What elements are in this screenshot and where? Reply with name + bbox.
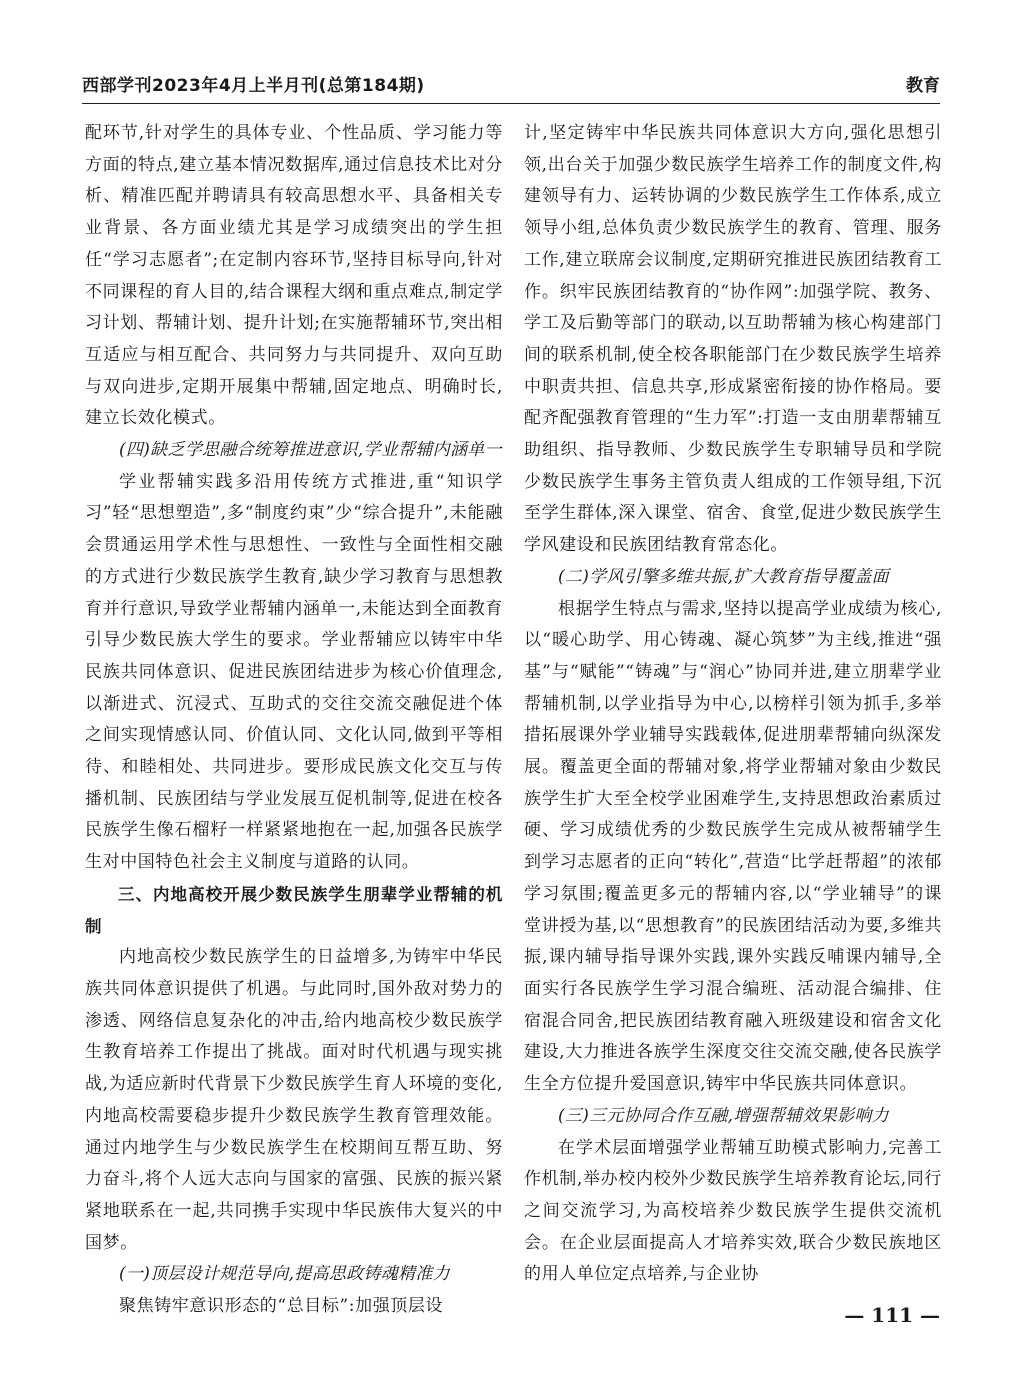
section-label: 教育 bbox=[906, 76, 940, 96]
header-rule bbox=[82, 103, 940, 104]
left-column bbox=[85, 118, 503, 1323]
paragraph: 配环节,针对学生的具体专业、个性品质、学习能力等方面的特点,建立基本情况数据库,通过信息技术比对分析、精准匹配并聘请具有较高思想水平、具备相关专业背景、各方面业绩尤其是学习成绩突出的学生担任“学习志愿者”;在定制内容环节,坚持目标导向,针对不同课程的育人目的,结合课程大纲和重点难点,制定学习计划、帮辅计划、提升计划;在实施帮辅环节,突出相互适应与相互配合、共同努力与共同提升、双向互助与双向进步,定期开展集中帮辅,固定地点、明确时长,建立长效化模式。 bbox=[85, 123, 503, 429]
paragraph: 学业帮辅实践多沿用传统方式推进,重“知识学习”轻“思想塑造”,多“制度约束”少“综合提升”,未能融会贯通运用学术性与思想性、一致性与全面性相交融的方式进行少数民族学生教育,缺少学习教育与思想教育并行意识,导致学业帮辅内涵单一,未能达到全面教育引导少数民族大学生的要求。学业帮辅应以铸牢中华民族共同体意识、促进民族团结进步为核心价值理念,以渐进式、沉浸式、互助式的交往交流交融促进个体之间实现情感认同、价值认同、文化认同,做到平等相待、和睦相处、共同进步。要形成民族文化交互与传播机制、民族团结与学业发展互促机制等,促进在校各民族学生像石榴籽一样紧紧地抱在一起,加强各民族学生对中国特色社会主义制度与道路的认同。 bbox=[85, 471, 503, 873]
paragraph: 聚焦铸牢意识形态的“总目标”:加强顶层设 bbox=[119, 1296, 444, 1317]
journal-issue-header: 西部学刊2023年4月上半月刊(总第184期) bbox=[82, 76, 425, 96]
subsection-heading: (四)缺乏学思融合统筹推进意识,学业帮辅内涵单一 bbox=[119, 440, 502, 461]
subsection-heading: (二)学风引擎多维共振,扩大教育指导覆盖面 bbox=[558, 566, 889, 587]
running-header bbox=[82, 72, 940, 100]
subsection-heading: (三)三元协同合作互融,增强帮辅效果影响力 bbox=[558, 1105, 889, 1126]
page-number: — 111 — bbox=[844, 1303, 940, 1327]
paragraph: 在学术层面增强学业帮辅互助模式影响力,完善工作机制,举办校内校外少数民族学生培养教育论坛,同行之间交流学习,为高校培养少数民族学生提供交流机会。在企业层面提高人才培养实效,联合少数民族地区的用人单位定点培养,与企业协 bbox=[524, 1137, 942, 1285]
paragraph: 计,坚定铸牢中华民族共同体意识大方向,强化思想引领,出台关于加强少数民族学生培养工作的制度文件,构建领导有力、运转协调的少数民族学生工作体系,成立领导小组,总体负责少数民族学生的教育、管理、服务工作,建立联席会议制度,定期研究推进民族团结教育工作。织牢民族团结教育的“协作网”:加强学院、教务、学工及后勤等部门的联动,以互助帮辅为核心构建部门间的联系机制,使全校各职能部门在少数民族学生培养中职责共担、信息共享,形成紧密衔接的协作格局。要配齐配强教育管理的“生力军”:打造一支由朋辈帮辅互助组织、指导教师、少数民族学生专职辅导员和学院少数民族学生事务主管负责人组成的工作领导组,下沉至学生群体,深入课堂、宿舍、食堂,促进少数民族学生学风建设和民族团结教育常态化。 bbox=[524, 123, 942, 556]
paragraph: 根据学生特点与需求,坚持以提高学业成绩为核心,以“暖心助学、用心铸魂、凝心筑梦”为主线,推进“强基”与“赋能”“铸魂”与“润心”协同并进,建立朋辈学业帮辅机制,以学业指导为中心,以榜样引领为抓手,多举措拓展课外学业辅导实践载体,促进朋辈帮辅向纵深发展。覆盖更全面的帮辅对象,将学业帮辅对象由少数民族学生扩大至全校学业困难学生,支持思想政治素质过硬、学习成绩优秀的少数民族学生完成从被帮辅学生到学习志愿者的正向“转化”,营造“比学赶帮超”的浓郁学习氛围;覆盖更多元的帮辅内容,以“学业辅导”的课堂讲授为基,以“思想教育”的民族团结活动为要,多维共振,课内辅导指导课外实践,课外实践反哺课内辅导,全面实行各民族学生学习混合编班、活动混合编排、住宿混合同舍,把民族团结教育融入班级建设和宿舍文化建设,大力推进各族学生深度交往交流交融,使各民族学生全方位提升爱国意识,铸牢中华民族共同体意识。 bbox=[524, 598, 942, 1095]
subsection-heading: (一)顶层设计规范导向,提高思政铸魂精准力 bbox=[119, 1264, 450, 1285]
right-column bbox=[524, 118, 942, 1291]
paragraph: 内地高校少数民族学生的日益增多,为铸牢中华民族共同体意识提供了机遇。与此同时,国外敌对势力的渗透、网络信息复杂化的冲击,给内地高校少数民族学生教育培养工作提出了挑战。面对时代机遇与现实挑战,为适应新时代背景下少数民族学生育人环境的变化,内地高校需要稳步提升少数民族学生教育管理效能。通过内地学生与少数民族学生在校期间互帮互助、努力奋斗,将个人远大志向与国家的富强、民族的振兴紧紧地联系在一起,共同携手实现中华民族伟大复兴的中国梦。 bbox=[85, 947, 503, 1253]
section-heading: 三、内地高校开展少数民族学生朋辈学业帮辅的机制 bbox=[85, 884, 503, 936]
